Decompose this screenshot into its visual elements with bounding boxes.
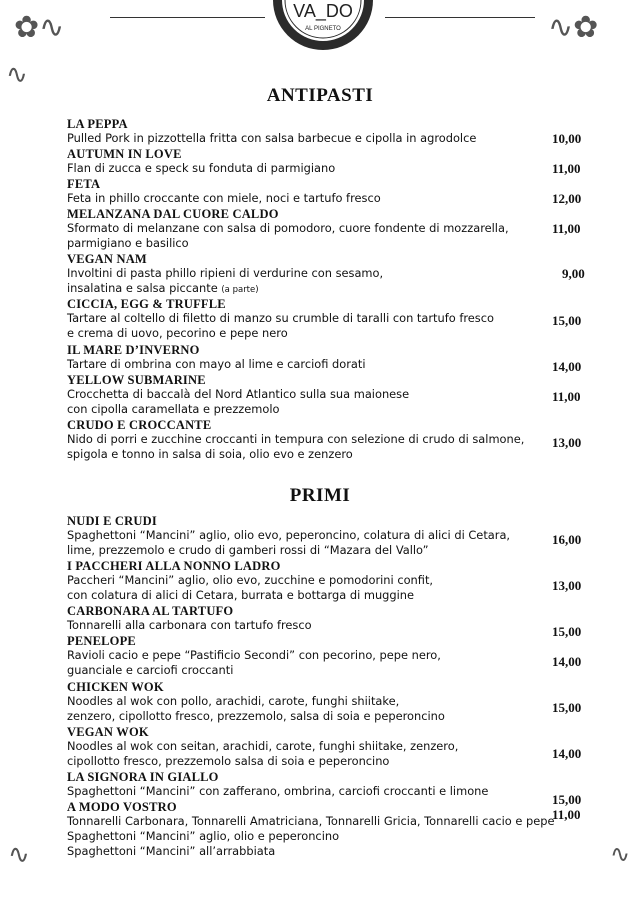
logo-text: VA_DO <box>293 1 353 21</box>
item-name: YELLOW SUBMARINE <box>67 373 206 387</box>
header-rule-left <box>110 17 265 18</box>
item-price: 11,00 <box>552 389 581 404</box>
item-desc: Pulled Pork in pizzottella fritta con salsa barbecue e cipolla in agrodolce <box>67 131 477 145</box>
menu-item <box>67 373 567 417</box>
antipasti-heading: ANTIPASTI <box>266 85 374 106</box>
item-name: NUDI E CRUDI <box>67 514 157 528</box>
item-desc: Tonnarelli alla carbonara con tartufo fresco <box>67 618 312 632</box>
item-name: VEGAN WOK <box>67 725 149 739</box>
item-price: 11,00 <box>552 221 581 236</box>
item-price: 15,00 <box>552 624 582 639</box>
item-desc: Feta in phillo croccante con miele, noci e tartufo fresco <box>67 191 381 205</box>
item-desc: Involtini di pasta phillo ripieni di verdurine con sesamo, <box>67 266 384 280</box>
item-desc: spigola e tonno in salsa di soia, olio evo e zenzero <box>67 447 353 462</box>
item-desc: e crema di uovo, pecorino e pepe nero <box>67 326 288 341</box>
item-price: 14,00 <box>552 746 582 761</box>
item-name: CARBONARA AL TARTUFO <box>67 604 234 618</box>
item-price: 12,00 <box>552 191 582 206</box>
item-name: CHICKEN WOK <box>67 680 164 694</box>
item-price: 15,00 <box>552 792 582 807</box>
swirl-ornament-left: ✿∿ <box>14 10 65 45</box>
menu-item <box>67 634 567 678</box>
menu-item <box>67 559 567 603</box>
item-desc: Paccheri “Mancini” aglio, olio evo, zucchine e pomodorini confit, <box>67 573 434 587</box>
item-name: CRUDO E CROCCANTE <box>67 418 212 432</box>
item-desc <box>67 281 567 298</box>
vado-logo <box>270 0 376 52</box>
menu-item <box>67 725 567 769</box>
item-desc: Nido di porri e zucchine croccanti in tempura con selezione di crudo di salmone, <box>67 432 525 446</box>
menu-item <box>67 343 567 372</box>
item-desc: Sformato di melanzane con salsa di pomodoro, cuore fondente di mozzarella, <box>67 221 509 235</box>
swirl-ornament-bottom-right: ∿ <box>610 840 631 868</box>
item-desc: Tartare di ombrina con mayo al lime e carciofi dorati <box>67 357 366 371</box>
item-name: CICCIA, EGG & TRUFFLE <box>67 297 226 311</box>
item-desc: Spaghettoni “Mancini” aglio, olio evo, peperoncino, colatura di alici di Cetara, <box>67 528 511 542</box>
item-desc: parmigiano e basilico <box>67 236 189 251</box>
item-desc: Noodles al wok con seitan, arachidi, carote, funghi shiitake, zenzero, <box>67 739 459 753</box>
item-name: LA SIGNORA IN GIALLO <box>67 770 219 784</box>
item-desc: cipollotto fresco, prezzemolo salsa di soia e peperoncino <box>67 754 390 769</box>
menu-item <box>67 514 567 558</box>
menu-item <box>67 604 567 633</box>
item-desc: Spaghettoni “Mancini” all’arrabbiata <box>67 844 276 859</box>
swirl-ornament-bottom-left: ∿ <box>8 840 30 870</box>
swirl-ornament-right: ∿✿ <box>548 10 599 45</box>
menu-item <box>67 177 567 206</box>
item-desc: guanciale e carciofi croccanti <box>67 663 234 678</box>
item-name: LA PEPPA <box>67 117 128 131</box>
item-desc-text: insalatina e salsa piccante <box>67 281 218 296</box>
item-desc: lime, prezzemolo e crudo di gamberi rossi di “Mazara del Vallo” <box>67 543 429 558</box>
item-name: I PACCHERI ALLA NONNO LADRO <box>67 559 281 573</box>
item-desc: Flan di zucca e speck su fonduta di parmigiano <box>67 161 336 175</box>
item-name: FETA <box>67 177 101 191</box>
item-desc: Crocchetta di baccalà del Nord Atlantico sulla sua maionese <box>67 387 410 401</box>
item-price: 10,00 <box>552 131 582 146</box>
logo-subtext: AL PIGNETO <box>305 26 341 32</box>
item-price: 9,00 <box>562 266 585 281</box>
menu-item <box>67 800 567 860</box>
item-name: PENELOPE <box>67 634 136 648</box>
item-name: AUTUMN IN LOVE <box>67 147 182 161</box>
item-desc: con cipolla caramellata e prezzemolo <box>67 402 280 417</box>
item-desc: con colatura di alici di Cetara, burrata e bottarga di muggine <box>67 588 415 603</box>
menu-item <box>67 117 567 146</box>
primi-heading: PRIMI <box>289 485 351 506</box>
item-price: 14,00 <box>552 654 582 669</box>
menu-item <box>67 207 567 251</box>
menu-item <box>67 770 567 799</box>
item-price: 15,00 <box>552 700 582 715</box>
item-name: A MODO VOSTRO <box>67 800 177 814</box>
menu-item <box>67 147 567 176</box>
item-price: 14,00 <box>552 359 582 374</box>
item-desc: Spaghettoni “Mancini” aglio, olio e peperoncino <box>67 829 340 844</box>
item-desc: Noodles al wok con pollo, arachidi, carote, funghi shiitake, <box>67 694 400 708</box>
item-price: 16,00 <box>552 532 582 547</box>
item-price: 15,00 <box>552 313 582 328</box>
item-desc: Tartare al coltello di filetto di manzo su crumble di taralli con tartufo fresco <box>67 311 494 325</box>
header-rule-right <box>385 17 535 18</box>
item-name: MELANZANA DAL CUORE CALDO <box>67 207 279 221</box>
item-price: 11,00 <box>552 807 581 822</box>
menu-item <box>67 252 567 298</box>
item-name: VEGAN NAM <box>67 252 147 266</box>
item-desc: Ravioli cacio e pepe “Pastificio Secondi” con pecorino, pepe nero, <box>67 648 441 662</box>
item-desc: Tonnarelli Carbonara, Tonnarelli Amatriciana, Tonnarelli Gricia, Tonnarelli cacio e pepe <box>67 814 555 828</box>
item-note: (a parte) <box>221 285 259 296</box>
item-desc: Spaghettoni “Mancini” con zafferano, ombrina, carciofi croccanti e limone <box>67 784 489 798</box>
item-price: 13,00 <box>552 435 582 450</box>
menu-item <box>67 297 567 341</box>
item-price: 13,00 <box>552 578 582 593</box>
menu-item <box>67 418 567 462</box>
swirl-ornament-left-lower: ∿ <box>6 60 28 90</box>
item-name: IL MARE D’INVERNO <box>67 343 200 357</box>
item-desc: zenzero, cipollotto fresco, prezzemolo, salsa di soia e peperoncino <box>67 709 445 724</box>
menu-item <box>67 680 567 724</box>
item-price: 11,00 <box>552 161 581 176</box>
